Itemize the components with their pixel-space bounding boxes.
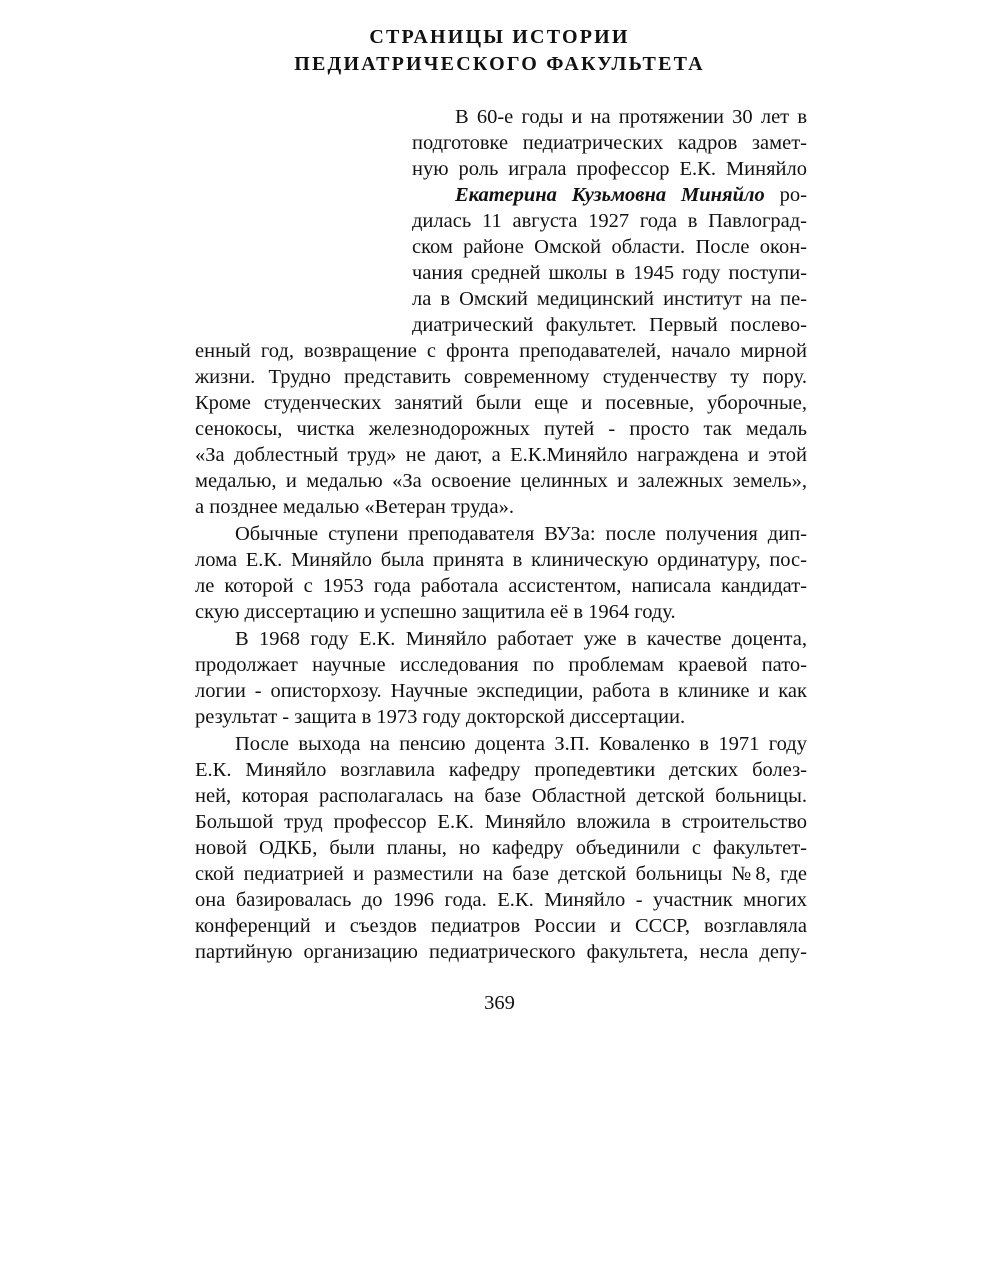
bio-first-line [455,182,807,208]
page-number: 369 [484,992,515,1014]
text-line: Большой труд профессор Е.К. Миняйло вложила в строительство [195,811,807,833]
text-line: результат - защита в 1973 году докторской диссертации. [195,706,686,728]
text-line: конференций и съездов педиатров России и СССР, возглавляла [195,915,807,937]
text-line: В 1968 году Е.К. Миняйло работает уже в качестве доцента, [235,628,807,650]
text-line: скую диссертацию и успешно защитила её в 1964 году. [195,601,676,623]
text-line: ском районе Омской области. После окон- [412,236,807,258]
title-line-1: СТРАНИЦЫ ИСТОРИИ [369,26,630,48]
text-line: Обычные ступени преподавателя ВУЗа: после получения дип- [235,523,807,545]
text-line: ную роль играла профессор Е.К. Миняйло [412,158,807,180]
bio-first-line-rest: ро- [764,184,807,206]
text-line: сенокосы, чистка железнодорожных путей - просто так медаль [195,418,807,440]
text-line: ла в Омский медицинский институт на пе- [412,288,807,310]
text-line: ле которой с 1953 года работала ассистентом, написала кандидат- [195,575,807,597]
text-line: «За доблестный труд» не дают, а Е.К.Миняйло награждена и этой [195,444,807,466]
text-line: подготовке педиатрических кадров замет- [412,132,807,154]
text-line: партийную организацию педиатрического факультета, несла депу- [195,941,807,963]
text-line: ней, которая располагалась на базе Областной детской больницы. [195,785,807,807]
text-line: новой ОДКБ, были планы, но кафедру объединили с факультет- [195,837,807,859]
text-line: она базировалась до 1996 года. Е.К. Миняйло - участник многих [195,889,807,911]
title-line-2: ПЕДИАТРИЧЕСКОГО ФАКУЛЬТЕТА [294,53,705,75]
text-line: Е.К. Миняйло возглавила кафедру пропедевтики детских болез- [195,759,807,781]
text-line: медалью, и медалью «За освоение целинных и залежных земель», [195,470,807,492]
text-line: а позднее медалью «Ветеран труда». [195,496,515,518]
person-name: Екатерина Кузьмовна Миняйло [455,184,765,206]
text-line: ской педиатрией и разместили на базе детской больницы №8, где [195,863,807,885]
text-line: дилась 11 августа 1927 года в Павлоград- [412,210,807,232]
text-line: После выхода на пенсию доцента З.П. Коваленко в 1971 году [235,733,807,755]
text-line: чания средней школы в 1945 году поступи- [412,262,807,284]
text-line: диатрический факультет. Первый послево- [412,314,807,336]
text-line: лома Е.К. Миняйло была принята в клиническую ординатуру, пос- [195,549,807,571]
text-line: Кроме студенческих занятий были еще и посевные, уборочные, [195,392,807,414]
text-line: енный год, возвращение с фронта преподавателей, начало мирной [195,340,807,362]
text-line: логии - описторхозу. Научные экспедиции, работа в клинике и как [195,680,807,702]
text-line: продолжает научные исследования по проблемам краевой пато- [195,654,807,676]
text-line: жизни. Трудно представить современному студенчеству ту пору. [195,366,807,388]
text-line: В 60-е годы и на протяжении 30 лет в [455,106,807,128]
